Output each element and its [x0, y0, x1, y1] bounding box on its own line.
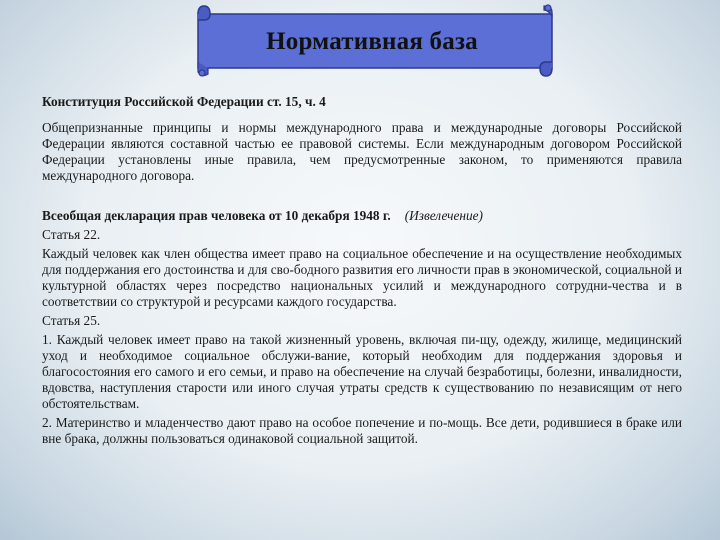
- declaration-note: (Извелечение): [404, 208, 483, 223]
- article-25-title: Статья 25.: [42, 313, 101, 328]
- article-22-text: Каждый человек как член общества имеет право на социальное обеспечение и на осуществление необходимых для поддержания его достоинства и для сво-бодного развития его личности прав в экономической, социальной и культурной областях через посредство национальных усилий и международного сотрудни-чества и в соответствии со структурой и ресурсами каждого государства.: [42, 246, 682, 309]
- article-25-paragraph-1: 1. Каждый человек имеет право на такой жизненный уровень, включая пи-щу, одежду, жилище, медицинский уход и необходимое социальное обслужи-вание, который необходим для поддержания здоровья и благосостояния его самого и его семьи, и право на обеспечение на случай безработицы, болезни, инвалидности, вдовства, наступления старости или иного случая утраты средств к существованию по независящим от него обстоятельствам.: [42, 332, 682, 411]
- document-body: [42, 94, 682, 447]
- article-25-paragraph-2: 2. Материнство и младенчество дают право на особое попечение и по-мощь. Все дети, родившиеся в браке или вне брака, должны пользоваться одинаковой социальной защитой.: [42, 415, 682, 446]
- constitution-heading: Конституция Российской Федерации ст. 15, ч. 4: [42, 94, 326, 109]
- article-22-title: Статья 22.: [42, 227, 101, 242]
- page-title: Нормативная база: [266, 28, 478, 55]
- constitution-text: Общепризнанные принципы и нормы международного права и международные договоры Российской Федерации являются составной частью ее правовой системы. Если международным договором Российской Федерации установлены иные правила, чем предусмотренные законом, то применяются правила международного договора.: [42, 120, 682, 183]
- declaration-heading: [42, 208, 682, 224]
- declaration-title: Всеобщая декларация прав человека от 10 декабря 1948 г.: [42, 208, 391, 223]
- title-scroll-banner: [188, 2, 556, 80]
